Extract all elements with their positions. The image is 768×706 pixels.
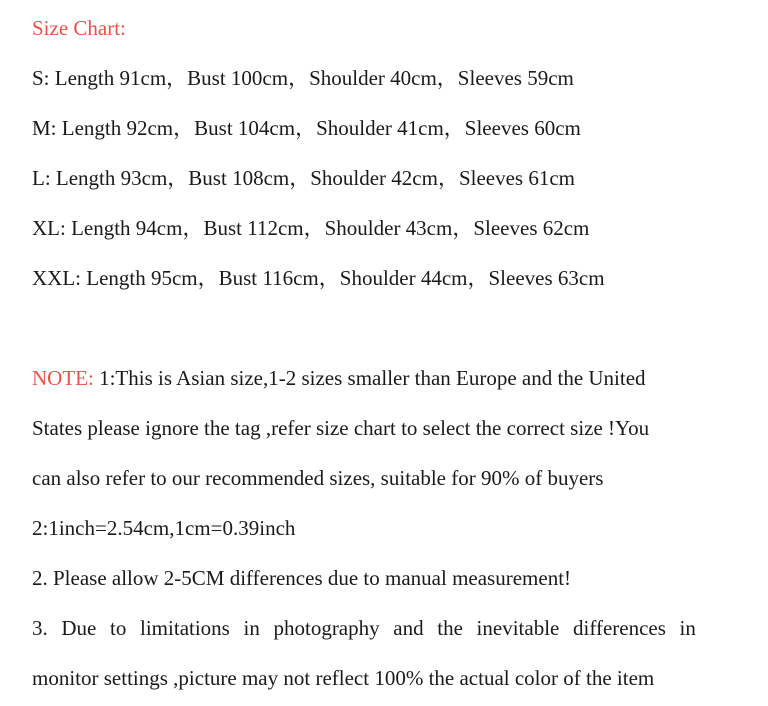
- note-line-5: 2. Please allow 2-5CM differences due to manual measurement!: [32, 566, 572, 590]
- note-line-2: States please ignore the tag ,refer size chart to select the correct size !You: [32, 416, 650, 440]
- note-line-4: 2:1inch=2.54cm,1cm=0.39inch: [32, 516, 296, 540]
- note-word: inevitable: [476, 616, 560, 640]
- size-row-xxl: XXL: Length 95cm，Bust 116cm，Shoulder 44cm，Sleeves 63cm: [32, 266, 605, 290]
- size-row-s: S: Length 91cm，Bust 100cm，Shoulder 40cm，Sleeves 59cm: [32, 66, 574, 90]
- note-word: limitations: [140, 616, 230, 640]
- note-label: NOTE:: [32, 366, 100, 390]
- note-word: photography: [273, 616, 380, 640]
- note-line-3: can also refer to our recommended sizes, suitable for 90% of buyers: [32, 466, 604, 490]
- note-word: in: [243, 616, 260, 640]
- note-line-6: [32, 616, 696, 640]
- note-line-1: [32, 366, 646, 390]
- note-word: Due: [61, 616, 97, 640]
- note-line-7: monitor settings ,picture may not reflect 100% the actual color of the item: [32, 666, 655, 690]
- size-row-m: M: Length 92cm，Bust 104cm，Shoulder 41cm，Sleeves 60cm: [32, 116, 581, 140]
- note-word: and: [393, 616, 424, 640]
- note-word: 3.: [32, 616, 48, 640]
- note-text-1: 1:This is Asian size,1-2 sizes smaller than Europe and the United: [99, 366, 646, 390]
- size-row-l: L: Length 93cm，Bust 108cm，Shoulder 42cm，Sleeves 61cm: [32, 166, 576, 190]
- size-chart-heading: Size Chart:: [32, 16, 126, 40]
- note-word: to: [110, 616, 127, 640]
- note-word: the: [437, 616, 463, 640]
- note-word: differences: [573, 616, 666, 640]
- size-row-xl: XL: Length 94cm，Bust 112cm，Shoulder 43cm，Sleeves 62cm: [32, 216, 590, 240]
- note-word: in: [679, 616, 696, 640]
